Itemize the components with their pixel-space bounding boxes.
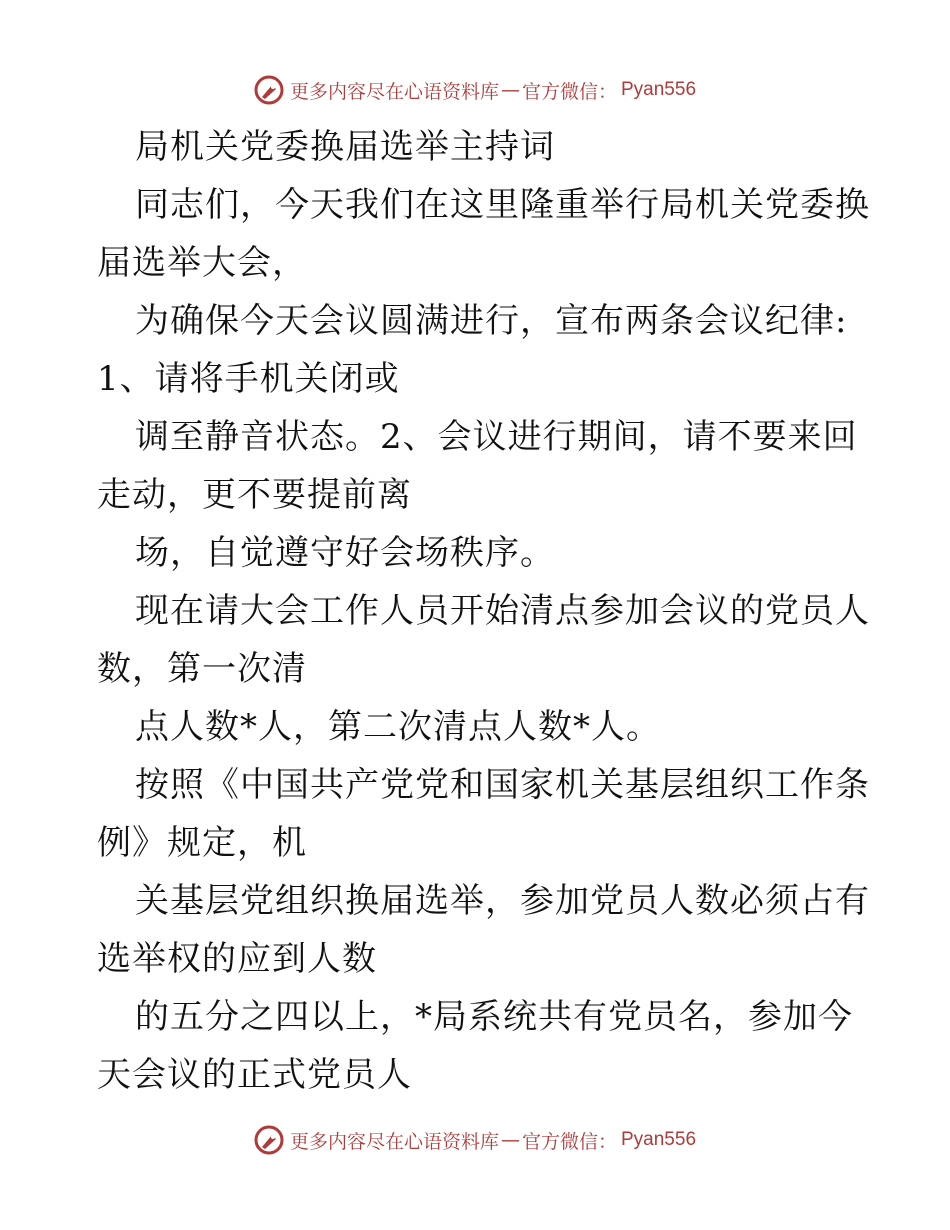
paragraph-line: 的五分之四以上，*局系统共有党员名，参加今 (135, 997, 853, 1037)
watermark-dash: — (500, 1129, 520, 1151)
paragraph-line: 天会议的正式党员人 (97, 1055, 412, 1095)
paragraph-line: 点人数*人，第二次清点人数*人。 (135, 707, 661, 747)
paragraph-line: 场，自觉遵守好会场秩序。 (135, 533, 555, 573)
pen-nib-logo-icon (254, 1125, 284, 1155)
paragraph-line: 现在请大会工作人员开始清点参加会议的党员人 (135, 591, 870, 631)
watermark-wechat-id: Pyan556 (621, 79, 697, 100)
watermark-wechat-id: Pyan556 (621, 1129, 697, 1150)
paragraph-line: 调至静音状态。2、会议进行期间，请不要来回 (135, 417, 858, 457)
document-body (97, 118, 870, 1104)
paragraph-line: 为确保今天会议圆满进行，宣布两条会议纪律: (135, 301, 848, 341)
paragraph-line: 届选举大会， (97, 243, 307, 283)
paragraph-line: 数，第一次清 (97, 649, 307, 689)
watermark-wechat-label: 官方微信： (521, 1130, 617, 1153)
paragraph-line: 例》规定，机 (97, 823, 307, 863)
watermark-text: 更多内容尽在心语资料库 (289, 80, 499, 103)
paragraph-line: 同志们，今天我们在这里隆重举行局机关党委换 (135, 185, 870, 225)
paragraph-line: 走动，更不要提前离 (97, 475, 412, 515)
paragraph-line: 按照《中国共产党党和国家机关基层组织工作条 (135, 765, 870, 805)
watermark-header (0, 70, 950, 110)
pen-nib-logo-icon (254, 75, 284, 105)
document-title: 局机关党委换届选举主持词 (135, 127, 555, 167)
watermark-dash: — (500, 79, 520, 101)
watermark-wechat-label: 官方微信： (521, 80, 617, 103)
paragraph-line: 关基层党组织换届选举，参加党员人数必须占有 (135, 881, 870, 921)
paragraph-line: 选举权的应到人数 (97, 939, 377, 979)
watermark-text: 更多内容尽在心语资料库 (289, 1130, 499, 1153)
watermark-footer (0, 1120, 950, 1160)
paragraph-line: 1、请将手机关闭或 (97, 359, 400, 399)
